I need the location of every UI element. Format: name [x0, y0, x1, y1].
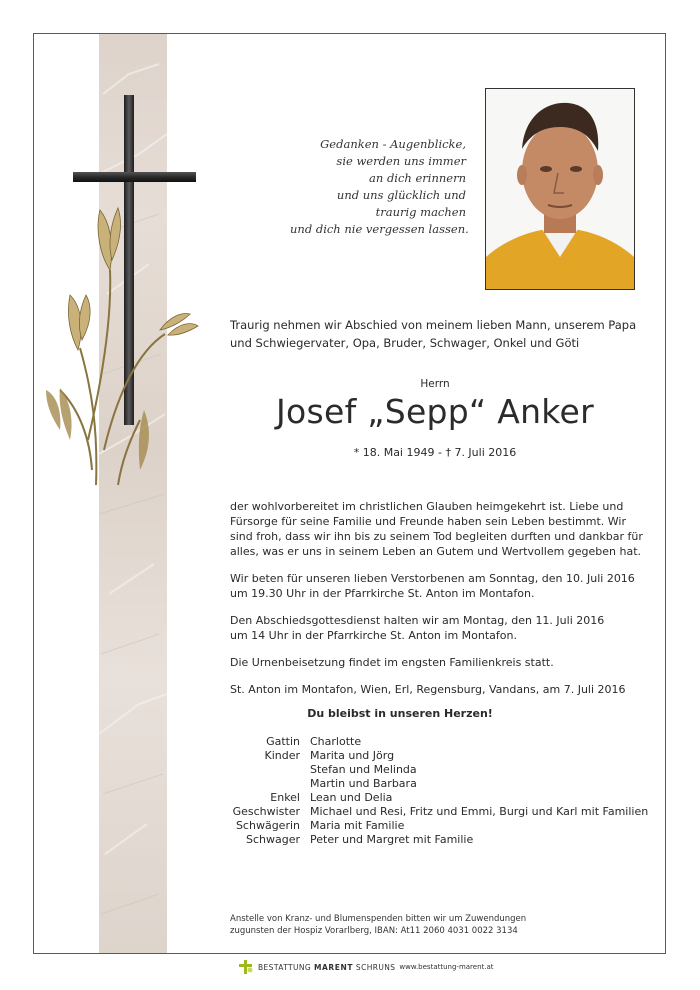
- portrait-photo: [485, 88, 635, 290]
- text-line: Fürsorge für seine Familie und Freunde haben sein Leben bestimmt. Wir: [230, 515, 626, 528]
- family-names: Maria mit Familie: [310, 819, 405, 832]
- life-dates: * 18. Mai 1949 - † 7. Juli 2016: [353, 446, 517, 459]
- brand-name: MARENT: [313, 962, 354, 972]
- text-line: Wir beten für unseren lieben Verstorbenen am Sonntag, den 10. Juli 2016: [230, 572, 635, 585]
- poem-line: und dich nie vergessen lassen.: [290, 222, 469, 236]
- text-line: alles, was er uns in seinem Leben an Gutem und Wertvollem gegeben hat.: [230, 545, 642, 558]
- donation-line: Anstelle von Kranz- und Blumenspenden bitten wir um Zuwendungen: [230, 914, 527, 924]
- family-role: [230, 763, 310, 777]
- deceased-name: Josef „Sepp“ Anker: [275, 392, 595, 431]
- brand-prefix: BESTATTUNG: [258, 962, 312, 972]
- poem-line: und uns glücklich und: [336, 188, 466, 202]
- family-role: Schwägerin: [235, 819, 300, 832]
- text-line: St. Anton im Montafon, Wien, Erl, Regensburg, Vandans, am 7. Juli 2016: [230, 683, 626, 696]
- poem: [290, 136, 469, 238]
- family-role: [230, 777, 310, 791]
- family-row: [230, 819, 648, 833]
- text-line: Die Urnenbeisetzung findet im engsten Familienkreis statt.: [230, 656, 554, 669]
- family-row: [230, 735, 648, 749]
- funeral-home-name: [258, 963, 395, 972]
- text-line: Den Abschiedsgottesdienst halten wir am Montag, den 11. Juli 2016: [230, 614, 605, 627]
- salutation: Herrn: [420, 378, 450, 390]
- cross-with-wheat-icon: [40, 90, 210, 500]
- poem-line: sie werden uns immer: [336, 154, 466, 168]
- family-names: Peter und Margret mit Familie: [310, 833, 474, 846]
- donation-line: zugunsten der Hospiz Vorarlberg, IBAN: At11 2060 4031 0022 3134: [230, 926, 518, 936]
- intro-line: und Schwiegervater, Opa, Bruder, Schwager, Onkel und Göti: [230, 336, 580, 350]
- text-line: um 19.30 Uhr in der Pfarrkirche St. Anton im Montafon.: [230, 587, 535, 600]
- family-names: Lean und Delia: [310, 791, 393, 804]
- family-row: [230, 777, 648, 791]
- poem-line: an dich erinnern: [369, 171, 466, 185]
- intro-text: [230, 316, 640, 352]
- donation-note: [230, 913, 526, 937]
- intro-line: Traurig nehmen wir Abschied von meinem lieben Mann, unserem Papa: [230, 318, 637, 332]
- family-row: [230, 763, 648, 777]
- family-names: Martin und Barbara: [310, 777, 417, 790]
- family-role: Enkel: [270, 791, 300, 804]
- announcement-body: [230, 487, 645, 709]
- family-role: Schwager: [245, 833, 300, 846]
- family-names: Charlotte: [310, 735, 362, 748]
- footer: [238, 960, 494, 974]
- family-row: [230, 805, 648, 819]
- family-role: Kinder: [264, 749, 300, 762]
- funeral-home-logo-icon: [238, 960, 254, 974]
- funeral-home-website[interactable]: www.bestattung-marent.at: [399, 963, 494, 971]
- text-line: um 14 Uhr in der Pfarrkirche St. Anton im Montafon.: [230, 629, 517, 642]
- brand-town: SCHRUNS: [355, 962, 396, 972]
- poem-line: traurig machen: [375, 205, 466, 219]
- portrait-illustration: [486, 89, 634, 289]
- text-line: sind froh, dass wir ihn bis zu seinem Tod begleiten durften und dankbar für: [230, 530, 643, 543]
- family-list: [230, 735, 648, 847]
- poem-line: Gedanken - Augenblicke,: [320, 137, 466, 151]
- motto: Du bleibst in unseren Herzen!: [307, 707, 493, 720]
- family-names: Stefan und Melinda: [310, 763, 417, 776]
- family-row: [230, 791, 648, 805]
- family-role: Gattin: [266, 735, 300, 748]
- family-role: Geschwister: [232, 805, 300, 818]
- family-row: [230, 833, 648, 847]
- family-row: [230, 749, 648, 763]
- family-names: Marita und Jörg: [310, 749, 395, 762]
- family-names: Michael und Resi, Fritz und Emmi, Burgi und Karl mit Familien: [310, 805, 649, 818]
- text-line: der wohlvorbereitet im christlichen Glauben heimgekehrt ist. Liebe und: [230, 500, 624, 513]
